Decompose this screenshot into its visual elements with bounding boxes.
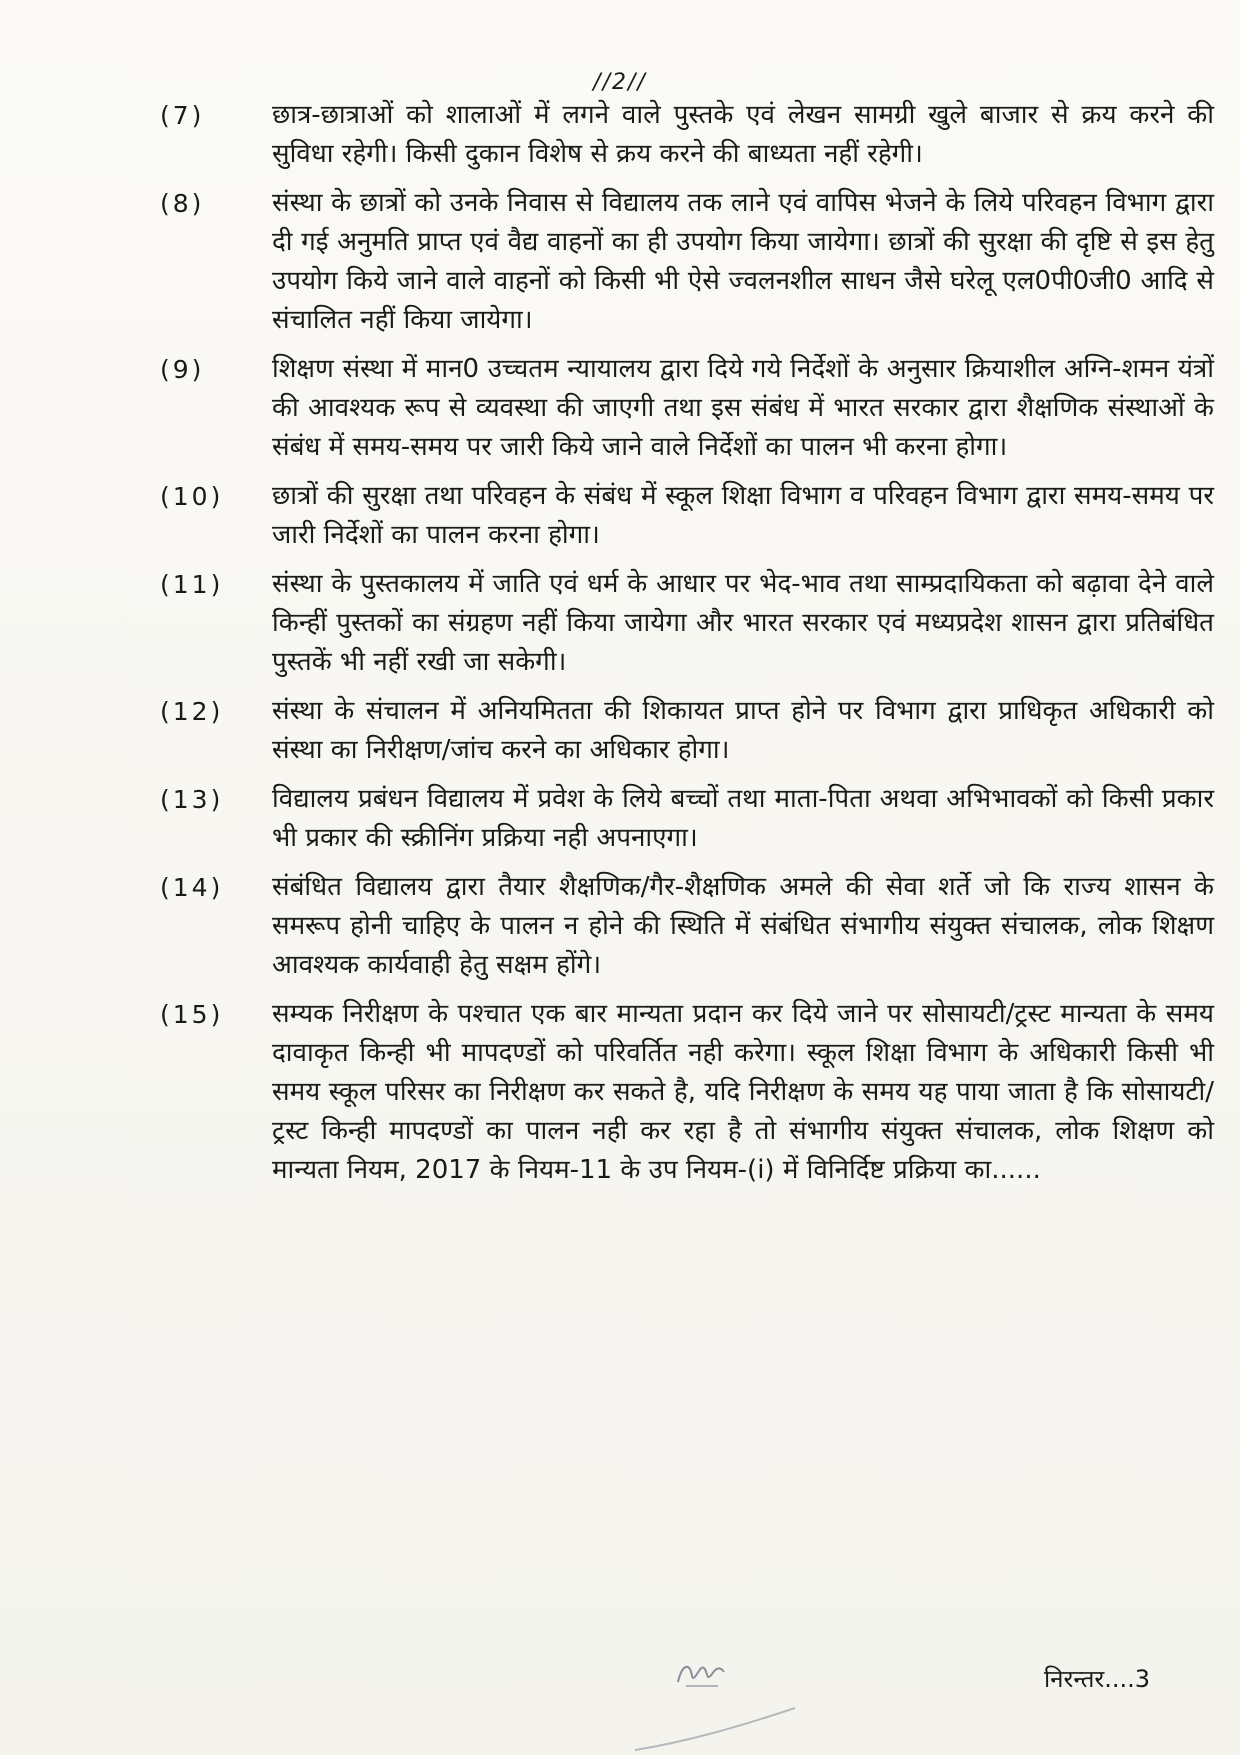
clause-number: (7) [160, 101, 205, 130]
clause-text: विद्यालय प्रबंधन विद्यालय में प्रवेश के लिये बच्चों तथा माता-पिता अथवा अभिभावकों को किसी प्रकार भी प्रकार की स्क्रीनिंग प्रक्रिया नही अपनाएगा। [272, 784, 1214, 853]
clause-number: (9) [160, 355, 205, 384]
clause-text: संबंधित विद्यालय द्वारा तैयार शैक्षणिक/गैर-शैक्षणिक अमले की सेवा शर्ते जो कि राज्य शासन के समरूप होनी चाहिए के पालन न होने की स्थिति में संबंधित संभागीय संयुक्त संचालक, लोक शिक्षण आवश्यक कार्यवाही हेतु सक्षम होंगे। [272, 872, 1214, 980]
handwritten-initials [672, 1654, 730, 1692]
clause-text: सम्यक निरीक्षण के पश्चात एक बार मान्यता प्रदान कर दिये जाने पर सोसायटी/ट्रस्ट मान्यता के समय दावाकृत किन्ही भी मापदण्डों को परिवर्तित नही करेगा। स्कूल शिक्षा विभाग के अधिकारी किसी भी समय स्कूल परिसर का निरीक्षण कर सकते है, यदि निरीक्षण के समय यह पाया जाता है कि सोसायटी/ट्रस्ट किन्ही मापदण्डों का पालन नही कर रहा है तो संभागीय संयुक्त संचालक, लोक शिक्षण को मान्यता नियम, 2017 के नियम-11 के उप नियम-(i) में विनिर्दिष्ट प्रक्रिया का...... [272, 999, 1214, 1185]
clause-text: छात्र-छात्राओं को शालाओं में लगने वाले पुस्तके एवं लेखन सामग्री खुले बाजार से क्रय करने की सुविधा रहेगी। किसी दुकान विशेष से क्रय करने की बाध्यता नहीं रहेगी। [272, 100, 1214, 169]
clause-text: संस्था के छात्रों को उनके निवास से विद्यालय तक लाने एवं वापिस भेजने के लिये परिवहन विभाग द्वारा दी गई अनुमति प्राप्त एवं वैद्य वाहनों का ही उपयोग किया जायेगा। छात्रों की सुरक्षा की दृष्टि से इस हेतु उपयोग किये जाने वाले वाहनों को किसी भी ऐसे ज्वलनशील साधन जैसे घरेलू एल0पी0जी0 आदि से संचालित नहीं किया जायेगा। [272, 188, 1214, 335]
pen-stroke-mark [625, 1700, 805, 1755]
clause-item [160, 184, 1220, 340]
clause-item [160, 692, 1220, 770]
clause-number: (8) [160, 189, 205, 218]
clause-number: (15) [160, 1000, 224, 1029]
clause-number: (10) [160, 482, 224, 511]
clause-item [160, 995, 1220, 1190]
clause-text: संस्था के पुस्तकालय में जाति एवं धर्म के आधार पर भेद-भाव तथा साम्प्रदायिकता को बढ़ावा देने वाले किन्हीं पुस्तकों का संग्रहण नहीं किया जायेगा और भारत सरकार एवं मध्यप्रदेश शासन द्वारा प्रतिबंधित पुस्तकें भी नहीं रखी जा सकेगी। [272, 569, 1214, 677]
clause-list [160, 96, 1220, 1200]
clause-item [160, 350, 1220, 467]
clause-number: (13) [160, 785, 224, 814]
clause-item [160, 477, 1220, 555]
clause-item [160, 780, 1220, 858]
clause-number: (11) [160, 570, 224, 599]
continued-label: निरन्तर....3 [1043, 1665, 1150, 1693]
clause-item [160, 96, 1220, 174]
clause-number: (14) [160, 873, 224, 902]
clause-number: (12) [160, 697, 224, 726]
clause-item [160, 565, 1220, 682]
clause-text: शिक्षण संस्था में मान0 उच्चतम न्यायालय द्वारा दिये गये निर्देशों के अनुसार क्रियाशील अग्नि-शमन यंत्रों की आवश्यक रूप से व्यवस्था की जाएगी तथा इस संबंध में भारत सरकार द्वारा शैक्षणिक संस्थाओं के संबंध में समय-समय पर जारी किये जाने वाले निर्देशों का पालन भी करना होगा। [272, 354, 1214, 462]
clause-item [160, 868, 1220, 985]
clause-text: संस्था के संचालन में अनियमितता की शिकायत प्राप्त होने पर विभाग द्वारा प्राधिकृत अधिकारी को संस्था का निरीक्षण/जांच करने का अधिकार होगा। [272, 696, 1214, 765]
page-number: //2// [593, 70, 647, 95]
clause-text: छात्रों की सुरक्षा तथा परिवहन के संबंध में स्कूल शिक्षा विभाग व परिवहन विभाग द्वारा समय-समय पर जारी निर्देशों का पालन करना होगा। [272, 481, 1214, 550]
